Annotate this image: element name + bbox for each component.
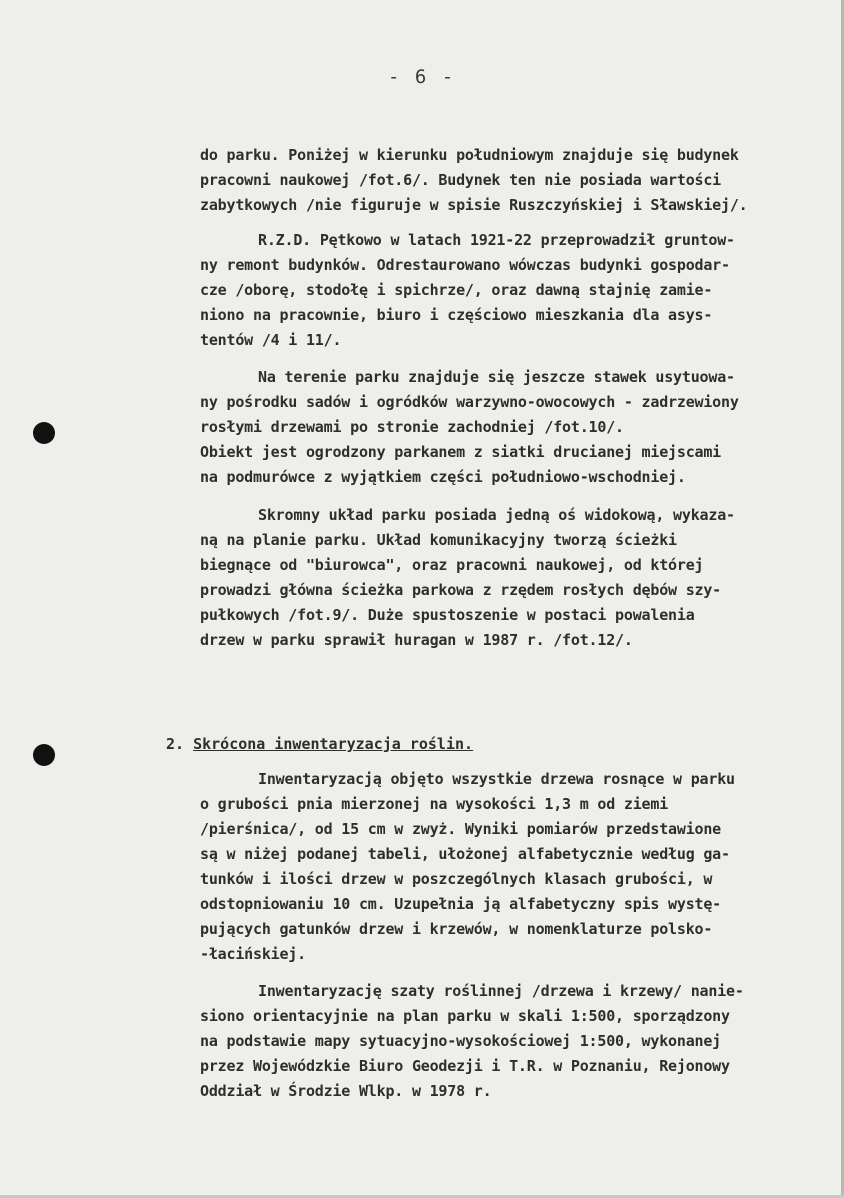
text-line: przez Wojewódzkie Biuro Geodezji i T.R. w Poznaniu, Rejonowy bbox=[200, 1057, 730, 1075]
text-line: tunków i ilości drzew w poszczególnych klasach grubości, w bbox=[200, 870, 713, 888]
text-line: Oddział w Środzie Wlkp. w 1978 r. bbox=[200, 1082, 492, 1100]
text-line: rosłymi drzewami po stronie zachodniej /fot.10/. bbox=[200, 418, 624, 436]
text-line: biegnące od "biurowca", oraz pracowni naukowej, od której bbox=[200, 556, 704, 574]
text-line: zabytkowych /nie figuruje w spisie Ruszczyńskiej i Sławskiej/. bbox=[200, 196, 748, 214]
text-line: Inwentaryzację szaty roślinnej /drzewa i krzewy/ nanie- bbox=[258, 982, 744, 1000]
punch-hole-icon bbox=[33, 744, 55, 766]
text-line: są w niżej podanej tabeli, ułożonej alfabetycznie według ga- bbox=[200, 845, 730, 863]
text-line: o grubości pnia mierzonej na wysokości 1,3 m od ziemi bbox=[200, 795, 669, 813]
page-number: - 6 - bbox=[388, 66, 456, 88]
section-title: Skrócona inwentaryzacja roślin. bbox=[193, 735, 474, 753]
text-line: siono orientacyjnie na plan parku w skali 1:500, sporządzony bbox=[200, 1007, 730, 1025]
section-number: 2. bbox=[166, 735, 185, 753]
text-line: ny pośrodku sadów i ogródków warzywno-owocowych - zadrzewiony bbox=[200, 393, 739, 411]
text-line: ny remont budynków. Odrestaurowano wówczas budynki gospodar- bbox=[200, 256, 730, 274]
text-line: /pierśnica/, od 15 cm w zwyż. Wyniki pomiarów przedstawione bbox=[200, 820, 722, 838]
text-line: na podstawie mapy sytuacyjno-wysokościowej 1:500, wykonanej bbox=[200, 1032, 722, 1050]
text-line: niono na pracownie, biuro i częściowo mieszkania dla asys- bbox=[200, 306, 713, 324]
text-line: odstopniowaniu 10 cm. Uzupełnia ją alfabetyczny spis wystę- bbox=[200, 895, 722, 913]
punch-hole-icon bbox=[33, 422, 55, 444]
text-line: pułkowych /fot.9/. Duże spustoszenie w postaci powalenia bbox=[200, 606, 695, 624]
text-line: Inwentaryzacją objęto wszystkie drzewa rosnące w parku bbox=[258, 770, 735, 788]
text-line: cze /oborę, stodołę i spichrze/, oraz dawną stajnię zamie- bbox=[200, 281, 713, 299]
text-line: ną na planie parku. Układ komunikacyjny tworzą ścieżki bbox=[200, 531, 677, 549]
text-line: na podmurówce z wyjątkiem części południowo-wschodniej. bbox=[200, 468, 686, 486]
text-line: pujących gatunków drzew i krzewów, w nomenklaturze polsko- bbox=[200, 920, 713, 938]
section-heading bbox=[166, 735, 473, 753]
text-line: Obiekt jest ogrodzony parkanem z siatki drucianej miejscami bbox=[200, 443, 722, 461]
text-line: Skromny układ parku posiada jedną oś widokową, wykaza- bbox=[258, 506, 735, 524]
text-line: pracowni naukowej /fot.6/. Budynek ten nie posiada wartości bbox=[200, 171, 722, 189]
text-line: do parku. Poniżej w kierunku południowym znajduje się budynek bbox=[200, 146, 739, 164]
text-line: drzew w parku sprawił huragan w 1987 r. /fot.12/. bbox=[200, 631, 633, 649]
text-line: Na terenie parku znajduje się jeszcze stawek usytuowa- bbox=[258, 368, 735, 386]
text-line: tentów /4 i 11/. bbox=[200, 331, 342, 349]
text-line: prowadzi główna ścieżka parkowa z rzędem rosłych dębów szy- bbox=[200, 581, 722, 599]
text-line: -łacińskiej. bbox=[200, 945, 306, 963]
text-line: R.Z.D. Pętkowo w latach 1921-22 przeprowadził gruntow- bbox=[258, 231, 735, 249]
